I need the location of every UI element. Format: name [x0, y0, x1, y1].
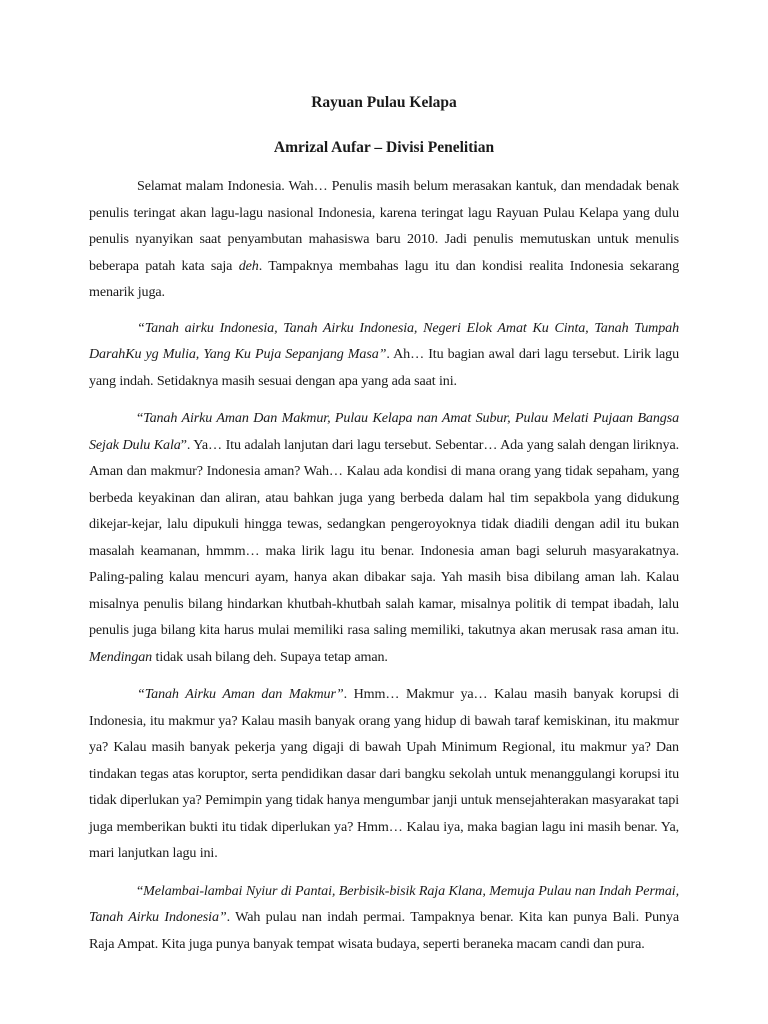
paragraph-3-lyric-quote: Tanah Airku Aman Dan Makmur, Pulau Kelapa nan Amat Subur, Pulau Melati Pujaan Bangsa Sejak Dulu Kala: [89, 410, 679, 453]
paragraph-4-text: . Hmm… Makmur ya… Kalau masih banyak korupsi di Indonesia, itu makmur ya? Kalau masih banyak orang yang hidup di bawah taraf kemiskinan, itu makmur ya? Kalau masih banyak pekerja yang digaji di bawah Upah Minimum Regional, itu makmur ya? Dan tindakan tegas atas koruptor, serta pendidikan dasar dari bangku sekolah untuk menanggulangi korupsi itu tidak diperlukan ya? Pemimpin yang tidak hanya mengumbar janji untuk mensejahterakan masyarakat tapi juga memberikan bukti itu tidak diperlukan ya? Hmm… Kalau iya, maka bagian lagu ini masih benar. Ya, mari lanjutkan lagu ini.: [89, 686, 679, 861]
paragraph-1-tail: . Tampaknya membahas lagu itu dan kondisi realita Indonesia sekarang menarik juga.: [89, 257, 679, 300]
document-title: Rayuan Pulau Kelapa: [311, 94, 457, 111]
paragraph-5-text: . Wah pulau nan indah permai. Tampaknya benar. Kita kan punya Bali. Punya Raja Ampat. Kita juga punya banyak tempat wisata budaya, seperti beraneka macam candi dan pura.: [89, 909, 679, 952]
paragraph-2-lyric-quote: “Tanah airku Indonesia, Tanah Airku Indonesia, Negeri Elok Amat Ku Cinta, Tanah Tumpah DarahKu yg Mulia, Yang Ku Puja Sepanjang Masa”: [89, 319, 679, 362]
paragraph-5-open-quote: “: [137, 882, 144, 899]
paragraph-3-emphasis: Mendingan: [89, 648, 153, 665]
paragraph-1-text: Selamat malam Indonesia. Wah… Penulis masih belum merasakan kantuk, dan mendadak benak penulis teringat akan lagu-lagu nasional Indonesia, karena teringat lagu Rayuan Pulau Kelapa yang dulu penulis nyanyikan saat penyambutan mahasiswa baru 2010. Jadi penulis memutuskan untuk menulis beberapa patah kata saja: [89, 178, 679, 274]
paragraph-3-text: ”. Ya… Itu adalah lanjutan dari lagu tersebut. Sebentar… Ada yang salah dengan liriknya. Aman dan makmur? Indonesia aman? Wah… Kalau ada kondisi di mana orang yang tidak sepaham, yang berbeda keyakinan dan aliran, atau bahkan juga yang berbeda dalam hal tim sepakbola yang didukung dikejar-kejar, lalu dipukuli hingga tewas, sedangkan pengeroyoknya tidak diadili dengan adil itu bukan masalah keamanan, hmmm… maka lirik lagu itu benar. Indonesia aman bagi seluruh masyarakatnya. Paling-paling kalau mencuri ayam, hanya akan dibakar saja. Yah masih bisa dibilang aman lah. Kalau misalnya penulis bilang hindarkan khutbah-khutbah salah kamar, misalnya politik di tempat ibadah, lalu penulis juga bilang kita harus mulai memiliki rasa saling memiliki, takutnya akan merusak rasa aman itu.: [89, 436, 679, 638]
paragraph-2: [89, 315, 679, 395]
paragraph-1-emphasis: deh: [238, 257, 259, 274]
paragraph-3: [89, 405, 679, 670]
paragraph-4: [89, 681, 679, 867]
paragraph-3-open-quote: “: [137, 410, 144, 426]
paragraph-1: [89, 173, 679, 306]
paragraph-3-tail: tidak usah bilang deh. Supaya tetap aman.: [152, 648, 388, 665]
paragraph-5: [89, 878, 679, 958]
document-body: [89, 173, 679, 957]
document-subtitle: Amrizal Aufar – Divisi Penelitian: [273, 139, 495, 156]
paragraph-2-tail: . Ah… Itu bagian awal dari lagu tersebut. Lirik lagu yang indah. Setidaknya masih sesuai dengan apa yang ada saat ini.: [89, 346, 679, 389]
paragraph-4-lyric-quote: “Tanah Airku Aman dan Makmur”: [137, 686, 344, 702]
paragraph-5-lyric-quote: Melambai-lambai Nyiur di Pantai, Berbisik-bisik Raja Klana, Memuja Pulau nan Indah Permai, Tanah Airku Indonesia”: [89, 882, 679, 925]
